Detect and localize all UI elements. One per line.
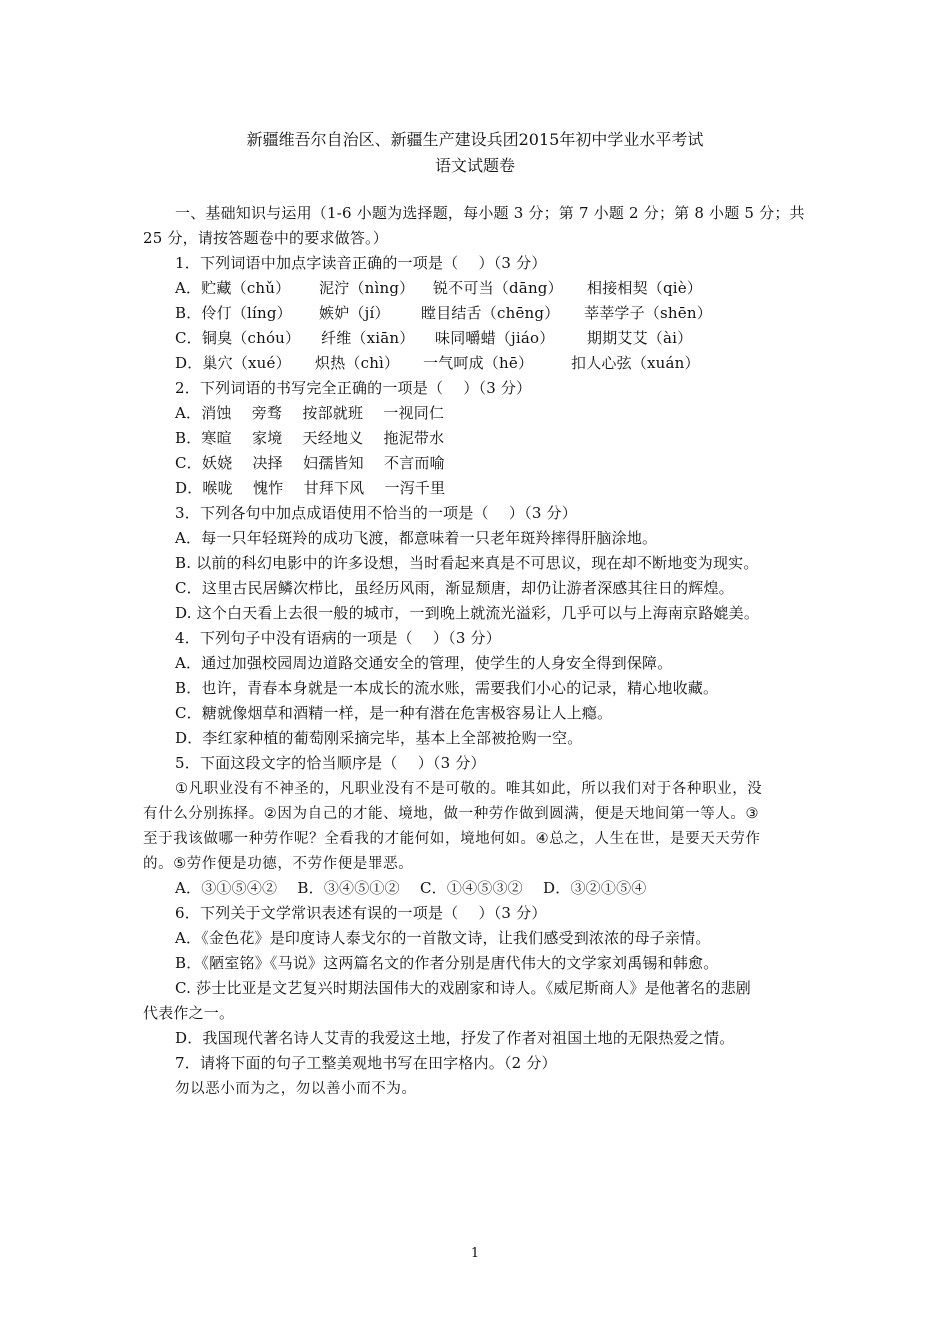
q7-stem: 7．请将下面的句子工整美观地书写在田字格内。（2 分） [175, 1054, 557, 1072]
q6-option-b: B．《陋室铭》《马说》这两篇名文的作者分别是唐代伟大的文学家刘禹锡和韩愈。 [175, 954, 719, 972]
q5-passage-line: 的。⑤劳作便是功德，不劳作便是罪恶。 [143, 856, 414, 872]
q5-options: A．③①⑤④② B．③④⑤①② C．①④⑤③② D．③②①⑤④ [175, 879, 647, 897]
q2-option-a: A．消蚀 旁骛 按部就班 一视同仁 [175, 404, 445, 422]
q1-d-word-2: 炽热（chì） [315, 354, 400, 372]
q2-option-b: B．寒暄 家境 天经地义 拖泥带水 [175, 429, 445, 447]
q5-passage-line: ①凡职业没有不神圣的，凡职业没有不是可敬的。唯其如此，所以我们对于各种职业，没 [175, 781, 763, 797]
q2-stem: 2．下列词语的书写完全正确的一项是（ ）（3 分） [175, 379, 532, 397]
q3-option-d: D. 这个白天看上去很一般的城市，一到晚上就流光溢彩，几乎可以与上海南京路媲美。 [175, 604, 760, 622]
q1-b-word-1: B．伶仃（líng） [175, 304, 292, 322]
q1-option-d [175, 352, 700, 373]
q1-c-word-3: 味同嚼蜡（jiáo） [435, 329, 555, 347]
q1-c-word-4: 期期艾艾（ài） [587, 329, 693, 347]
q4-option-a: A．通过加强校园周边道路交通安全的管理，使学生的人身安全得到保障。 [175, 654, 673, 672]
q4-option-d: D．李红家种植的葡萄刚采摘完毕，基本上全部被抢购一空。 [175, 729, 583, 747]
q5-passage-line: 有什么分别拣择。②因为自己的才能、境地，做一种劳作做到圆满，便是天地间第一等人。③ [143, 806, 760, 822]
q1-a-word-3: 锐不可当（dāng） [433, 279, 563, 297]
q1-a-word-4: 相接相契（qiè） [587, 279, 703, 297]
q2-option-c: C．妖娆 决择 妇孺皆知 不言而喻 [175, 454, 445, 472]
q4-stem: 4．下列句子中没有语病的一项是（ ）（3 分） [175, 629, 501, 647]
q6-option-d: D．我国现代著名诗人艾青的我爱这土地，抒发了作者对祖国土地的无限热爱之情。 [175, 1029, 735, 1047]
exam-title: 新疆维吾尔自治区、新疆生产建设兵团2015年初中学业水平考试 [246, 130, 704, 149]
q5-stem: 5．下面这段文字的恰当顺序是（ ）（3 分） [175, 754, 486, 772]
q5-passage-line: 至于我该做哪一种劳作呢？全看我的才能何如，境地何如。④总之，人生在世，是要天天劳作 [143, 831, 761, 847]
q6-option-c: C. 莎士比亚是文艺复兴时期法国伟大的戏剧家和诗人。《威尼斯商人》是他著名的悲剧 [175, 979, 751, 997]
q1-stem: 1．下列词语中加点字读音正确的一项是（ ）（3 分） [175, 254, 547, 272]
q4-option-b: B．也许，青春本身就是一本成长的流水账，需要我们小心的记录，精心地收藏。 [175, 679, 719, 697]
q3-stem: 3．下列各句中加点成语使用不恰当的一项是（ ）（3 分） [175, 504, 577, 522]
q3-option-c: C．这里古民居鳞次栉比，虽经历风雨，渐显颓唐，却仍让游者深感其往日的辉煌。 [175, 579, 734, 597]
section-heading-cont: 25 分，请按答题卷中的要求做答。） [143, 229, 388, 247]
q2-option-d: D．喉咙 愧怍 甘拜下风 一泻千里 [175, 479, 446, 497]
q1-d-word-3: 一气呵成（hē） [423, 354, 534, 372]
q1-a-word-1: A．贮藏（chǔ） [175, 279, 291, 297]
q3-option-b: B. 以前的科幻电影中的许多设想，当时看起来真是不可思议，现在却不断地变为现实。 [175, 554, 759, 572]
q1-b-word-3: 瞠目结舌（chēng） [421, 304, 560, 322]
q1-a-word-2: 泥泞（nìng） [319, 279, 415, 297]
page-number: 1 [470, 1246, 480, 1261]
section-heading: 一、基础知识与运用（1-6 小题为选择题，每小题 3 分；第 7 小题 2 分；第 8 小题 5 分；共 [175, 204, 805, 222]
q1-d-word-4: 扣人心弦（xuán） [571, 354, 700, 372]
q1-c-word-2: 纤维（xiān） [321, 329, 415, 347]
q1-option-a [175, 277, 702, 298]
q4-option-c: C．糖就像烟草和酒精一样，是一种有潜在危害极容易让人上瘾。 [175, 704, 613, 722]
q6-option-a: A．《金色花》是印度诗人泰戈尔的一首散文诗，让我们感受到浓浓的母子亲情。 [175, 929, 711, 947]
q7-sentence: 勿以恶小而为之，勿以善小而不为。 [175, 1081, 417, 1097]
q3-option-a: A．每一只年轻斑羚的成功飞渡，都意味着一只老年斑羚摔得肝脑涂地。 [175, 529, 658, 547]
q1-c-word-1: C．铜臭（chóu） [175, 329, 301, 347]
q6-option-c-cont: 代表作之一。 [143, 1004, 235, 1022]
q6-stem: 6．下列关于文学常识表述有误的一项是（ ）（3 分） [175, 904, 547, 922]
exam-subtitle: 语文试题卷 [434, 156, 515, 175]
q1-d-word-1: D．巢穴（xué） [175, 354, 291, 372]
q1-b-word-2: 嫉妒（jí） [319, 304, 390, 322]
q1-b-word-4: 莘莘学子（shēn） [584, 304, 712, 322]
q1-option-c [175, 327, 692, 348]
q1-option-b [175, 302, 712, 323]
